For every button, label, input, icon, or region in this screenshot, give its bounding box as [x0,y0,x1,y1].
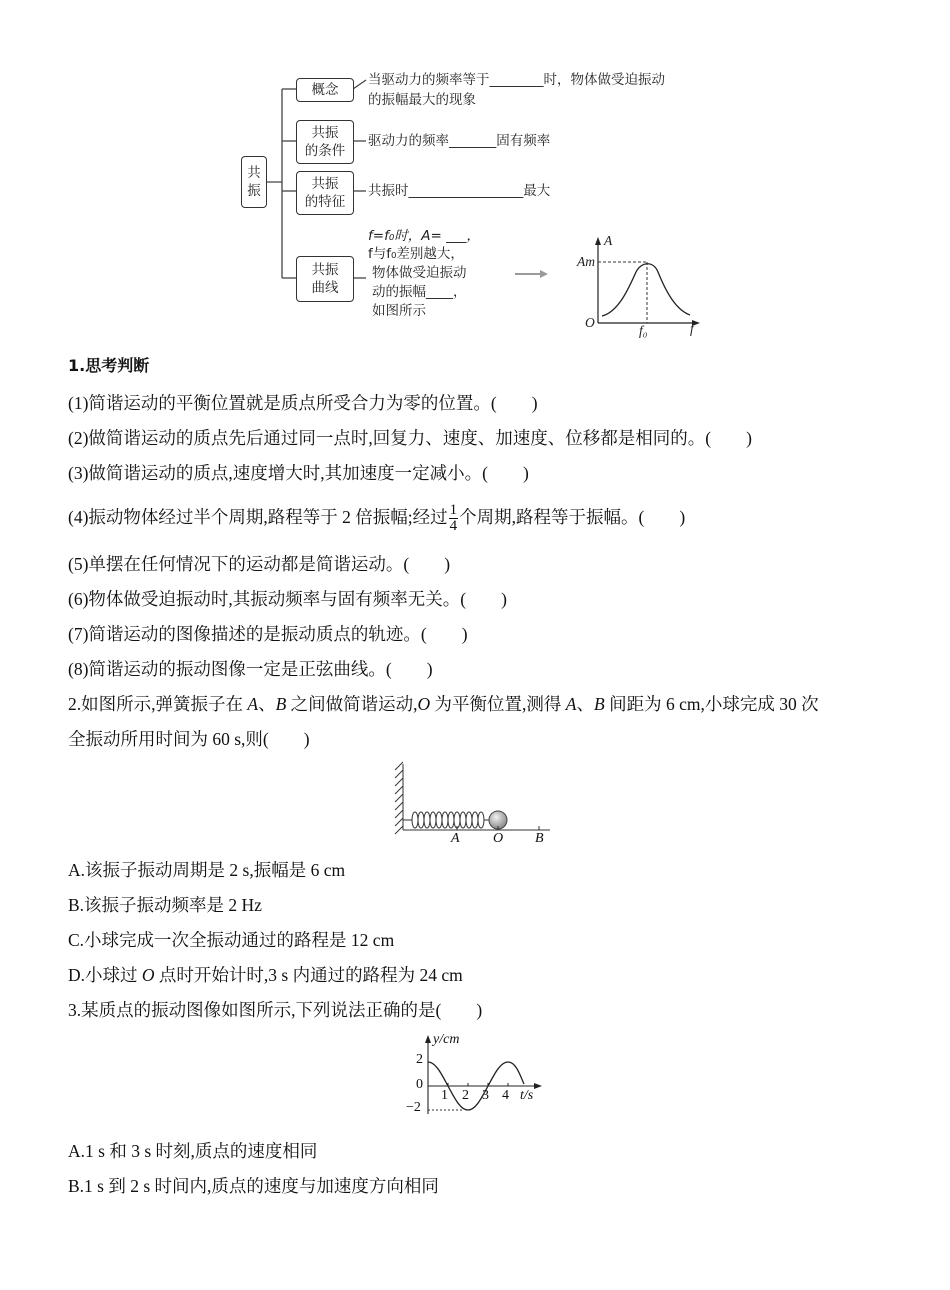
y-tick-neg2: −2 [406,1100,421,1115]
root-box: 共 振 [241,156,267,208]
q2-sep-2: 、 [576,694,594,714]
q2-var-o: O [417,694,431,714]
q2-sep-1: 、 [258,694,276,714]
graph-x-label: f [690,321,694,336]
q2-var-a: A [247,694,259,714]
graph-y-axis-label: y/cm [433,1032,460,1047]
fraction-num: 1 [449,502,458,519]
q2-var-b: B [275,694,287,714]
q2-option-d-a: D.小球过 [68,965,142,985]
q2-option-c[interactable]: C.小球完成一次全振动通过的路程是 12 cm [68,930,395,950]
judge-item-3: (3)做简谐运动的质点,速度增大时,其加速度一定减小。( ) [68,463,529,483]
q2-option-d-b: 点时开始计时,3 s 内通过的路程为 24 cm [154,965,463,985]
q2-option-b[interactable]: B.该振子振动频率是 2 Hz [68,895,262,915]
judge-item-4-b: 个周期,路程等于振幅。( ) [459,507,686,527]
condition-box: 共振 的条件 [296,120,354,164]
curve-box: 共振 曲线 [296,256,354,302]
graph-f0-label: f₀ [639,323,648,338]
q3-option-a[interactable]: A.1 s 和 3 s 时刻,质点的速度相同 [68,1141,318,1161]
judge-item-4-a: (4)振动物体经过半个周期,路程等于 2 倍振幅;经过 [68,507,448,527]
q2-option-a[interactable]: A.该振子振动周期是 2 s,振幅是 6 cm [68,860,346,880]
feature-box: 共振 的特征 [296,171,354,215]
fig-label-a: A [451,831,460,846]
fig-label-o: O [493,831,504,846]
curve-text-3: 物体做受迫振动 [372,265,467,281]
judge-item-1: (1)简谐运动的平衡位置就是质点所受合力为零的位置。( ) [68,393,538,413]
x-tick-1: 1 [441,1088,448,1103]
spring-coil [403,812,490,828]
fig-label-b: B [535,831,544,846]
vibration-graph [400,1030,550,1122]
q3-option-b[interactable]: B.1 s 到 2 s 时间内,质点的速度与加速度方向相同 [68,1176,439,1196]
graph-peak-label: Am [577,254,595,269]
concept-box: 概念 [296,78,354,102]
y-tick-0: 0 [416,1077,423,1092]
curve-text-5: 如图所示 [372,303,426,319]
curve-text-2: f与f₀差别越大， [368,246,464,262]
q2-text-a: 2.如图所示,弹簧振子在 [68,694,248,714]
curve-text-1: f=f₀时，A= ___， [368,228,480,244]
x-tick-3: 3 [482,1088,489,1103]
x-tick-4: 4 [502,1088,509,1103]
judge-item-6: (6)物体做受迫振动时,其振动频率与固有频率无关。( ) [68,589,507,609]
arrow-icon [515,270,548,278]
y-tick-2: 2 [416,1052,423,1067]
feature-text: 共振时_________________最大 [368,183,551,199]
judge-item-5: (5)单摆在任何情况下的运动都是简谐运动。( ) [68,554,451,574]
curve-text-4: 动的振幅____， [372,284,467,300]
q2-text-b: 之间做简谐运动, [286,694,418,714]
q3-stem: 3.某质点的振动图像如图所示,下列说法正确的是( ) [68,1000,483,1020]
q2-stem-line2: 全振动所用时间为 60 s,则( ) [68,729,310,749]
q2-var-b2: B [594,694,605,714]
diagram-connectors [0,0,950,345]
fraction [449,503,459,534]
q2-option-d-var: O [141,965,155,985]
q2-text-d: 间距为 6 cm,小球完成 30 次 [604,694,819,714]
graph-x-axis-label: t/s [520,1088,534,1103]
concept-text-1: 当驱动力的频率等于________时，物体做受迫振动 [368,72,665,88]
graph-origin: O [585,315,595,330]
q2-option-d[interactable] [68,964,463,986]
resonance-curve-graph [595,237,700,326]
judge-item-8: (8)简谐运动的振动图像一定是正弦曲线。( ) [68,659,433,679]
condition-text: 驱动力的频率_______固有频率 [368,133,551,149]
q2-stem-line1 [68,693,819,715]
judge-item-7: (7)简谐运动的图像描述的是振动质点的轨迹。( ) [68,624,468,644]
section1-title: 1.思考判断 [68,356,150,375]
concept-text-2: 的振幅最大的现象 [368,92,476,108]
judge-item-4 [68,500,685,534]
judge-item-2: (2)做简谐运动的质点先后通过同一点时,回复力、速度、加速度、位移都是相同的。( ) [68,428,752,448]
fraction-den: 4 [449,518,458,535]
q2-var-a2: A [565,694,577,714]
q2-text-c: 为平衡位置,测得 [430,694,566,714]
graph-y-label: A [604,233,613,248]
x-tick-2: 2 [462,1088,469,1103]
